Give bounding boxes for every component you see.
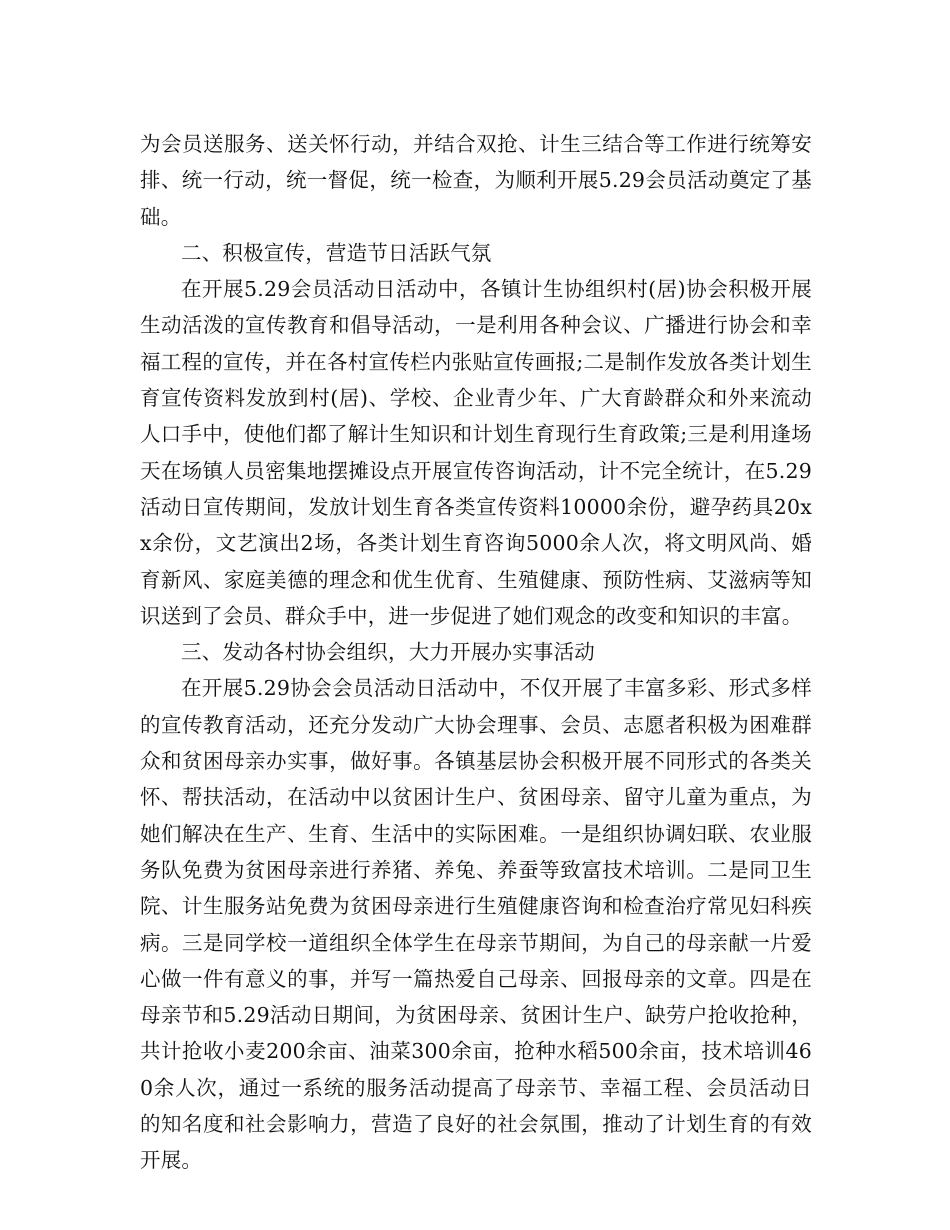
paragraph-practical-work: 在开展5.29协会会员活动日活动中，不仅开展了丰富多彩、形式多样的宣传教育活动，还充分发动广大协会理事、会员、志愿者积极为困难群众和贫困母亲办实事，做好事。各镇基层协会积极开展不同形式的各类关怀、帮扶活动，在活动中以贫困计生户、贫困母亲、留守儿童为重点，为她们解决在生产、生育、生活中的实际困难。一是组织协调妇联、农业服务队免费为贫困母亲进行养猪、养兔、养蚕等致富技术培训。二是同卫生院、计生服务站免费为贫困母亲进行生殖健康咨询和检查治疗常见妇科疾病。三是同学校一道组织全体学生在母亲节期间，为自己的母亲献一片爱心做一件有意义的事，并写一篇热爱自己母亲、回报母亲的文章。四是在母亲节和5.29活动日期间，为贫困母亲、贫困计生户、缺劳户抢收抢种，共计抢收小麦200余亩、油菜300余亩，抢种水稻500余亩，技术培训460余人次，通过一系统的服务活动提高了母亲节、幸福工程、会员活动日的知名度和社会影响力，营造了良好的社会氛围，推动了计划生育的有效开展。 [140,676,812,1173]
paragraph-continuation: 为会员送服务、送关怀行动，并结合双抢、计生三结合等工作进行统筹安排、统一行动，统一督促，统一检查，为顺利开展5.29会员活动奠定了基础。 [140,132,812,229]
paragraph-publicity: 在开展5.29会员活动日活动中，各镇计生协组织村(居)协会积极开展生动活泼的宣传教育和倡导活动，一是利用各种会议、广播进行协会和幸福工程的宣传，并在各村宣传栏内张贴宣传画报;二是制作发放各类计划生育宣传资料发放到村(居)、学校、企业青少年、广大育龄群众和外来流动人口手中，使他们都了解计生知识和计划生育现行生育政策;三是利用逢场天在场镇人员密集地摆摊设点开展宣传咨询活动，计不完全统计，在5.29活动日宣传期间，发放计划生育各类宣传资料10000余份，避孕药具20xx余份，文艺演出2场，各类计划生育咨询5000余人次，将文明风尚、婚育新风、家庭美德的理念和优生优育、生殖健康、预防性病、艾滋病等知识送到了会员、群众手中，进一步促进了她们观念的改变和知识的丰富。 [140,277,812,628]
document-body [140,126,812,1179]
section-heading-3: 三、发动各村协会组织，大力开展办实事活动 [181,640,595,665]
section-heading-2: 二、积极宣传，营造节日活跃气氛 [181,240,492,265]
